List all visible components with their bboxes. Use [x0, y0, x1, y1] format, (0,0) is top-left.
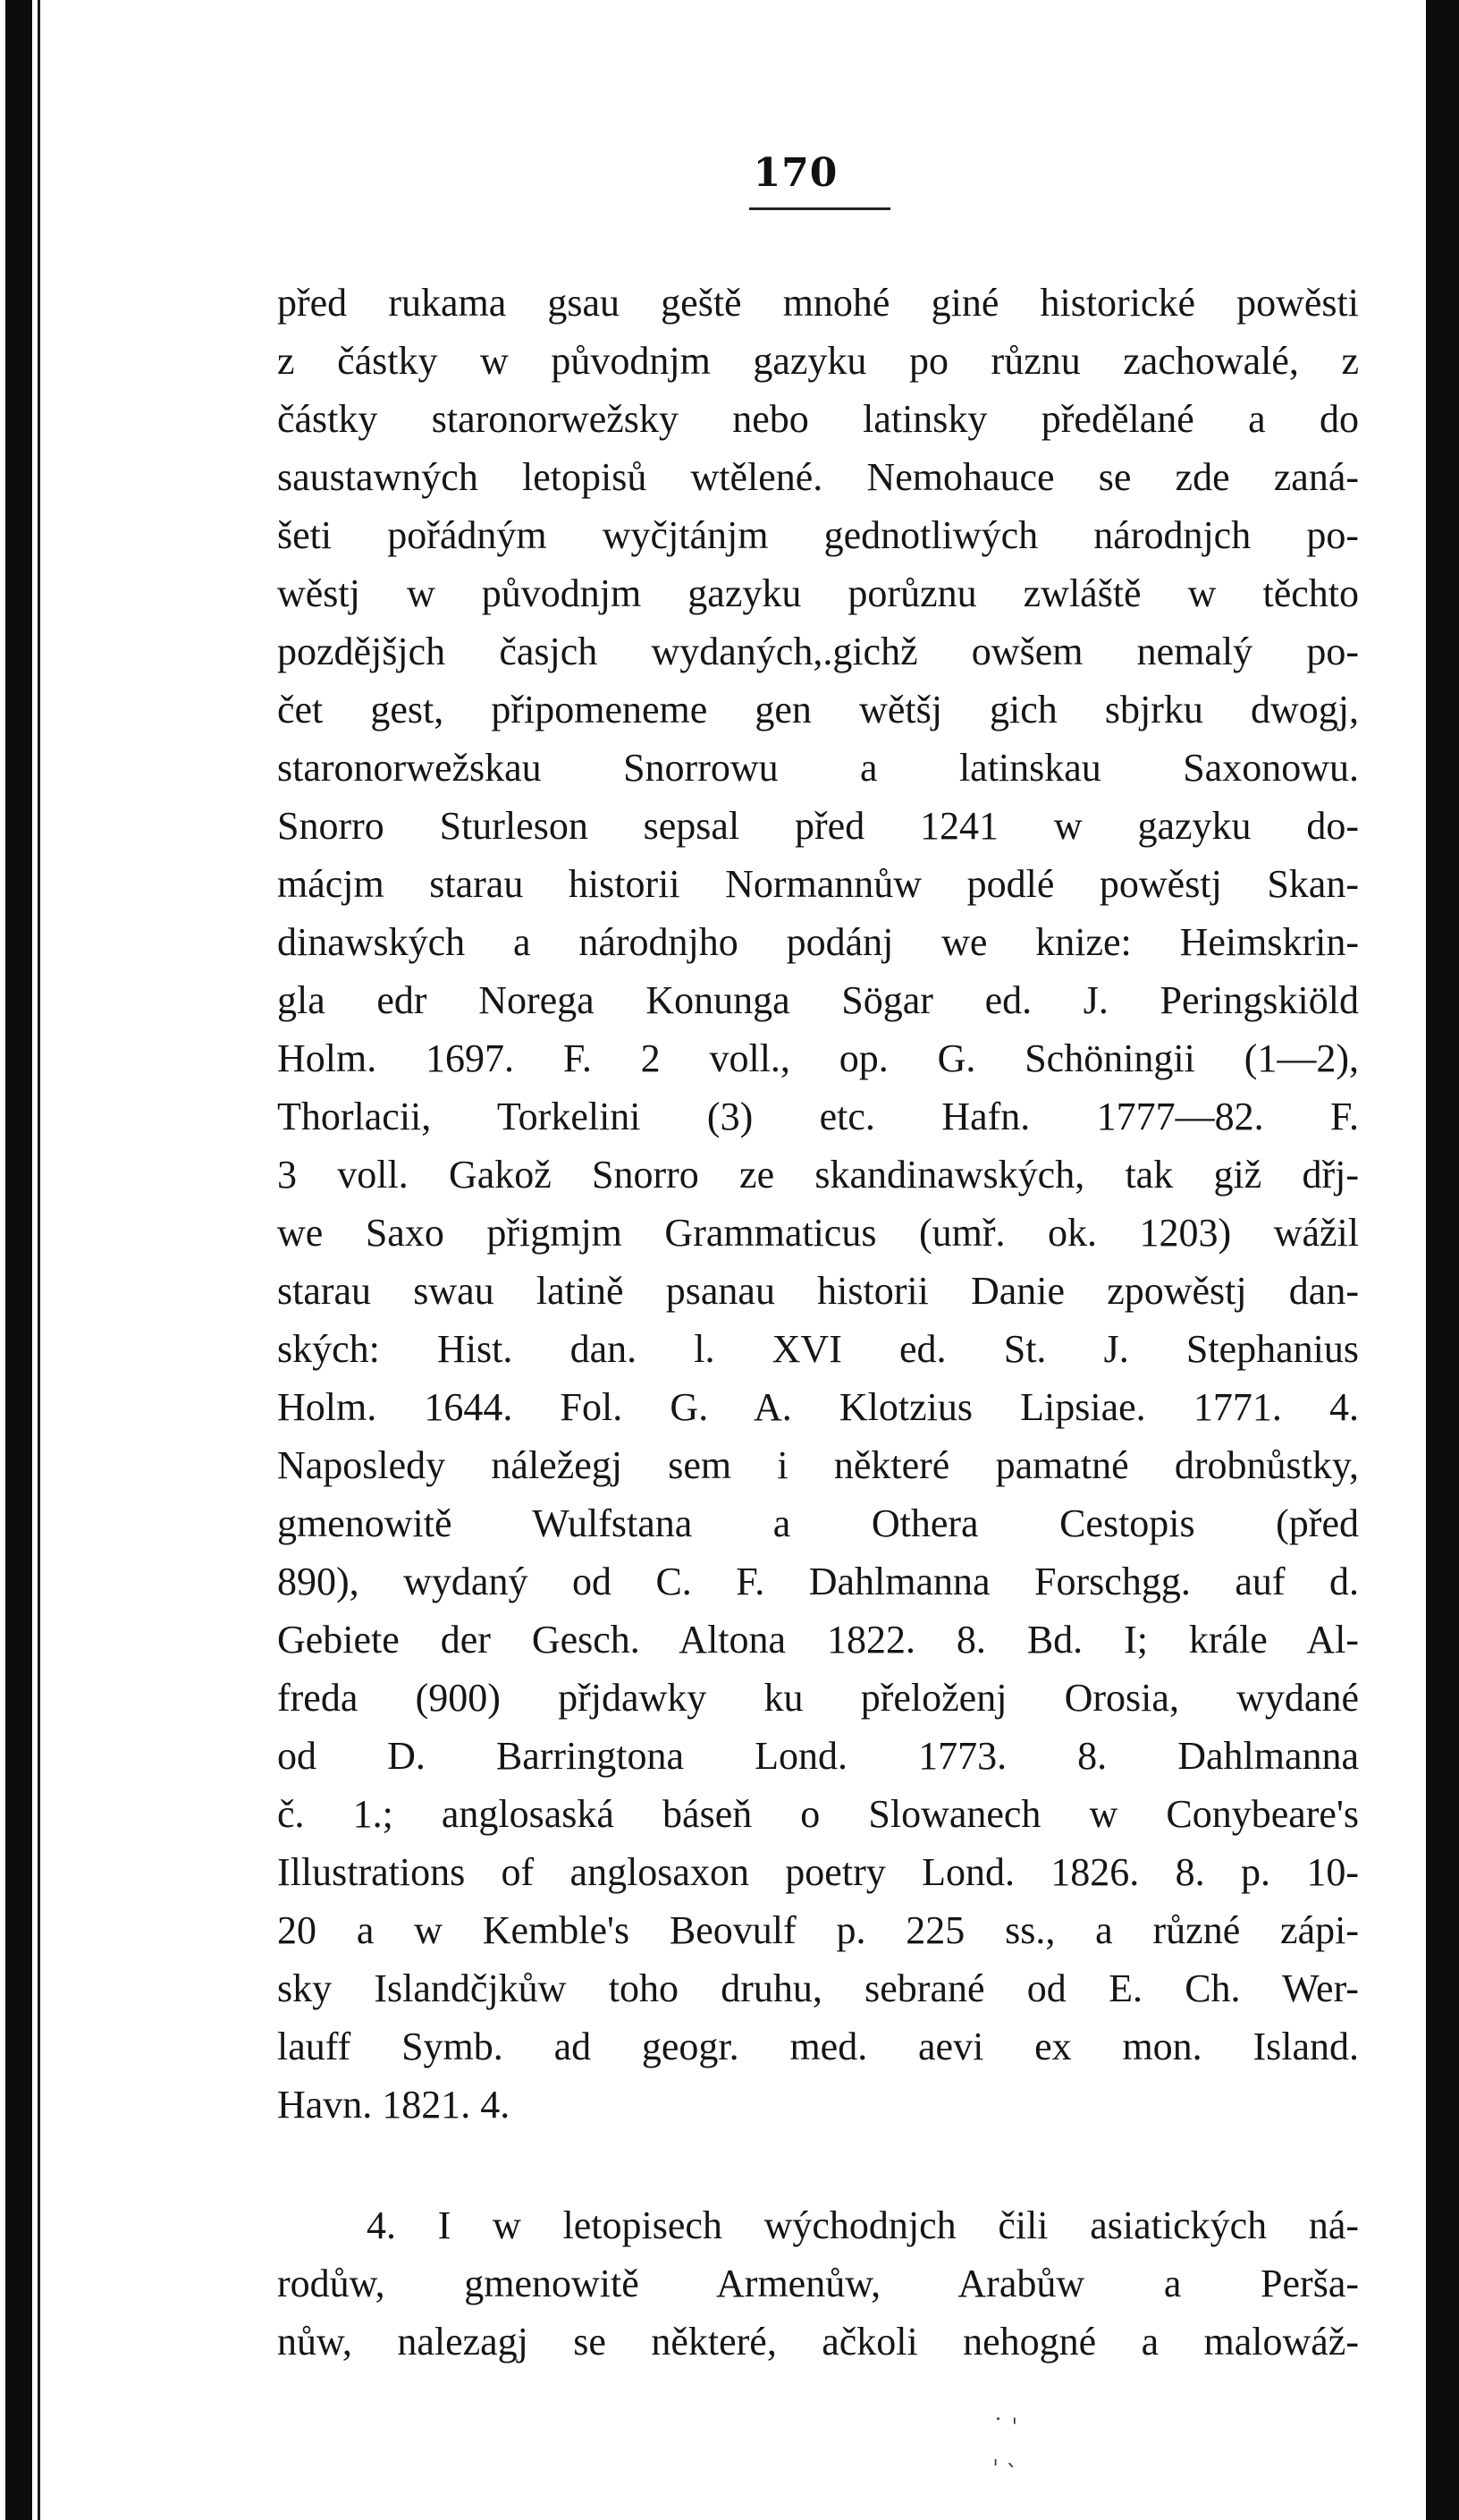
text-line: z částky w původnjm gazyku po různu zachowalé, z — [277, 339, 1359, 383]
scan-speck-marks: ˙ ˈ ˌ ˎ — [992, 2414, 1018, 2468]
right-scan-edge — [1426, 0, 1459, 2520]
text-line: 890), wydaný od C. F. Dahlmanna Forschgg. auf d. — [277, 1560, 1359, 1603]
text-line: čet gest, připomeneme gen wětšj gich sbjrku dwogj, — [277, 688, 1359, 731]
body-text — [277, 274, 1359, 2371]
text-line: Gebiete der Gesch. Altona 1822. 8. Bd. I; krále Al- — [277, 1618, 1359, 1662]
text-line: gmenowitě Wulfstana a Othera Cestopis (před — [277, 1501, 1359, 1545]
text-line: rodůw, gmenowitě Armenůw, Arabůw a Perša- — [277, 2262, 1359, 2305]
page-number: 170 — [753, 150, 839, 196]
text-line: dinawských a národnjho podánj we knize: Heimskrin- — [277, 920, 1359, 964]
text-line: nůw, nalezagj se některé, ačkoli nehogné a malowáž- — [277, 2320, 1359, 2364]
text-line: od D. Barringtona Lond. 1773. 8. Dahlmanna — [277, 1734, 1359, 1778]
text-line: Holm. 1697. F. 2 voll., op. G. Schöningii (1—2), — [277, 1036, 1359, 1080]
text-line: gla edr Norega Konunga Sögar ed. J. Peringskiöld — [277, 978, 1359, 1022]
text-line: freda (900) přjdawky ku přeloženj Orosia, wydané — [277, 1676, 1359, 1720]
left-binding-edge — [5, 0, 32, 2520]
text-line: saustawných letopisů wtělené. Nemohauce se zde zaná- — [277, 455, 1359, 499]
text-line: 20 a w Kemble's Beovulf p. 225 ss., a různé zápi- — [277, 1908, 1359, 1952]
text-line: sky Islandčjkůw toho druhu, sebrané od E. Ch. Wer- — [277, 1966, 1359, 2010]
text-line: starau swau latině psanau historii Danie zpowěstj dan- — [277, 1269, 1359, 1313]
text-line: Thorlacii, Torkelini (3) etc. Hafn. 1777—82. F. — [277, 1095, 1359, 1138]
text-line: Havn. 1821. 4. — [277, 2083, 510, 2127]
text-line: wěstj w původnjm gazyku porůznu zwláště w těchto — [277, 571, 1359, 615]
text-line: Naposledy náležegj sem i některé pamatné drobnůstky, — [277, 1443, 1359, 1487]
text-line: č. 1.; anglosaská báseň o Slowanech w Conybeare's — [277, 1792, 1359, 1836]
page-number-underline — [749, 207, 890, 210]
text-line: pozdějšjch časjch wydaných,.gichž owšem nemalý po- — [277, 630, 1359, 673]
text-line: we Saxo přigmjm Grammaticus (umř. ok. 1203) wážil — [277, 1211, 1359, 1255]
text-line: Illustrations of anglosaxon poetry Lond. 1826. 8. p. 10- — [277, 1850, 1359, 1894]
text-line: ských: Hist. dan. l. XVI ed. St. J. Stephanius — [277, 1327, 1359, 1371]
text-line: 3 voll. Gakož Snorro ze skandinawských, tak giž dřj- — [277, 1153, 1359, 1197]
text-line: Holm. 1644. Fol. G. A. Klotzius Lipsiae. 1771. 4. — [277, 1385, 1359, 1429]
text-line: 4. I w letopisech wýchodnjch čili asiatických ná- — [367, 2203, 1359, 2247]
text-line: staronorwežskau Snorrowu a latinskau Saxonowu. — [277, 746, 1359, 790]
text-line: lauff Symb. ad geogr. med. aevi ex mon. Island. — [277, 2025, 1359, 2068]
paragraph-2 — [277, 2196, 1359, 2371]
paragraph-1 — [277, 274, 1359, 2134]
left-margin-line — [38, 0, 40, 2520]
text-line: šeti pořádným wyčjtánjm gednotliwých národnjch po- — [277, 513, 1359, 557]
text-line: částky staronorwežsky nebo latinsky předělané a do — [277, 397, 1359, 441]
text-line: mácjm starau historii Normannůw podlé powěstj Skan- — [277, 862, 1359, 906]
paragraph-spacer — [277, 2134, 1359, 2196]
text-line: před rukama gsau geště mnohé giné historické powěsti — [277, 281, 1359, 325]
text-line: Snorro Sturleson sepsal před 1241 w gazyku do- — [277, 804, 1359, 848]
